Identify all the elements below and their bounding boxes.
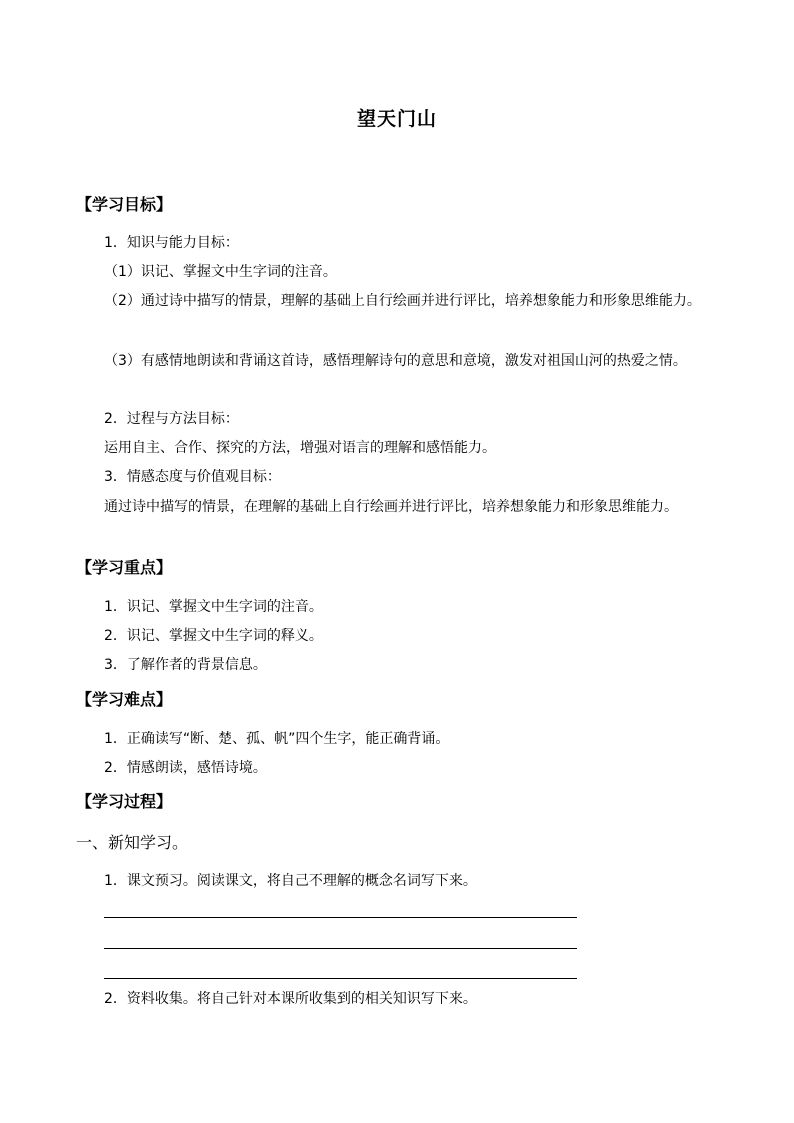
- answer-blank-line[interactable]: [104, 978, 577, 979]
- difficulty-item: 1．正确读写“断、楚、孤、帆”四个生字，能正确背诵。: [104, 731, 450, 747]
- answer-blank-line[interactable]: [104, 948, 577, 949]
- section-heading-key-points: 【学习重点】: [76, 558, 173, 577]
- goal-item-3: 3．情感态度与价值观目标：: [104, 469, 281, 485]
- goal-item-1-sub-1: （1）识记、掌握文中生字词的注音。: [104, 264, 337, 280]
- goal-item-2-text: 运用自主、合作、探究的方法，增强对语言的理解和感悟能力。: [104, 440, 496, 456]
- process-step-2: 2．资料收集。将自己针对本课所收集到的相关知识写下来。: [104, 991, 477, 1007]
- section-heading-difficulties: 【学习难点】: [76, 690, 173, 709]
- goal-item-2: 2．过程与方法目标：: [104, 411, 239, 427]
- answer-blank-line[interactable]: [104, 917, 577, 918]
- key-point-item: 2．识记、掌握文中生字词的释义。: [104, 628, 323, 644]
- key-point-item: 3．了解作者的背景信息。: [104, 657, 267, 673]
- section-heading-goals: 【学习目标】: [76, 195, 173, 214]
- goal-item-1-sub-3: （3）有感情地朗读和背诵这首诗，感悟理解诗句的意思和意境，激发对祖国山河的热爱之情。: [104, 353, 687, 369]
- goal-item-1: 1．知识与能力目标：: [104, 235, 239, 251]
- process-part-1-heading: 一、新知学习。: [76, 833, 189, 852]
- section-heading-process: 【学习过程】: [76, 792, 173, 811]
- difficulty-item: 2．情感朗读，感悟诗境。: [104, 760, 267, 776]
- document-title: 望天门山: [356, 108, 437, 130]
- goal-item-3-text: 通过诗中描写的情景，在理解的基础上自行绘画并进行评比，培养想象能力和形象思维能力。: [104, 499, 678, 515]
- key-point-item: 1．识记、掌握文中生字词的注音。: [104, 599, 323, 615]
- process-step-1: 1．课文预习。阅读课文，将自己不理解的概念名词写下来。: [104, 873, 477, 889]
- goal-item-1-sub-2: （2）通过诗中描写的情景，理解的基础上自行绘画并进行评比，培养想象能力和形象思维能力。: [104, 293, 701, 309]
